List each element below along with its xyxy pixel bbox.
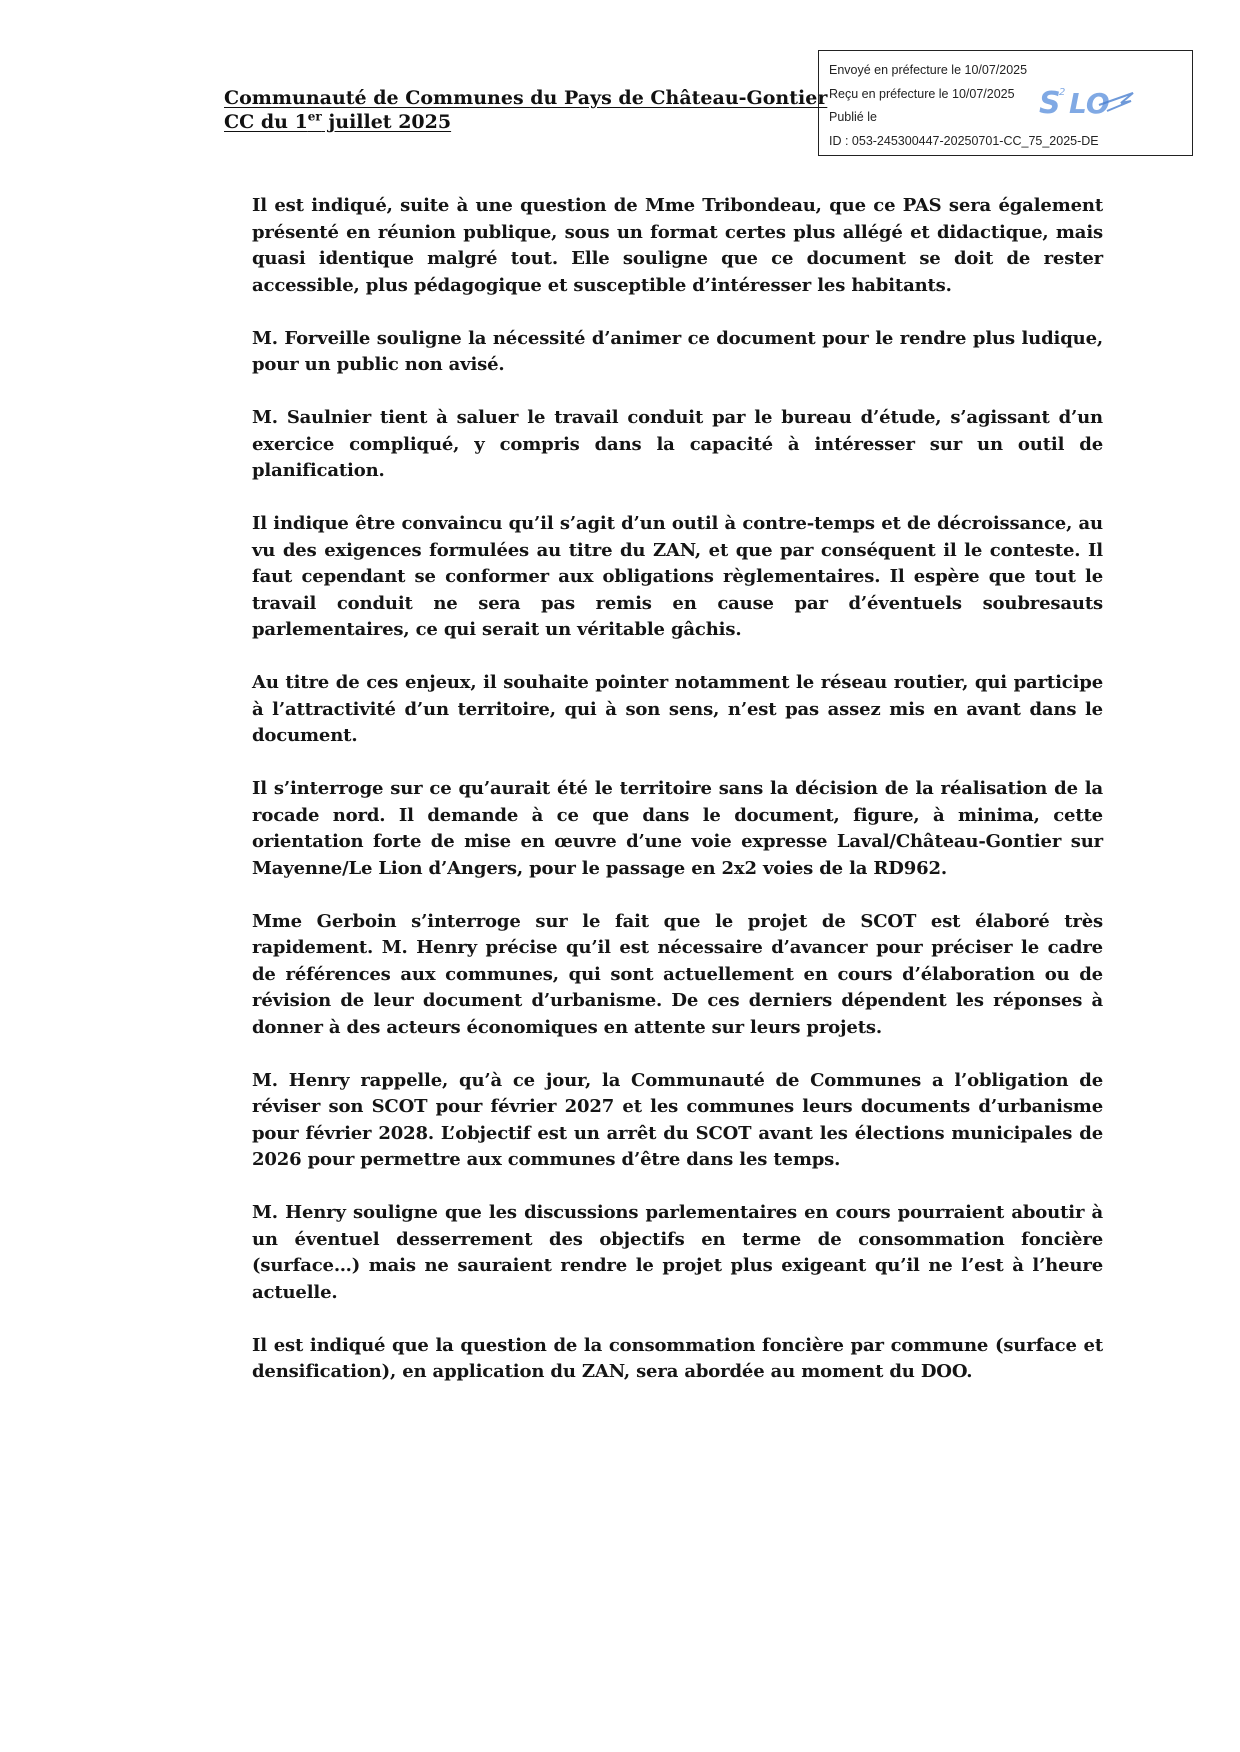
paragraph: Mme Gerboin s’interroge sur le fait que le projet de SCOT est élaboré très rapidement. M. Henry précise qu’il est nécessaire d’avancer pour préciser le cadre de références aux communes, qui sont actuellement en cours d’élaboration ou de révision de leur document d’urbanisme. De ces derniers dépendent les réponses à donner à des acteurs économiques en attente sur leurs projets. bbox=[252, 910, 1103, 1038]
paragraph: M. Henry rappelle, qu’à ce jour, la Communauté de Communes a l’obligation de réviser son SCOT pour février 2027 et les communes leurs documents d’urbanisme pour février 2028. L’objectif est un arrêt du SCOT avant les élections municipales de 2026 pour permettre aux communes d’être dans les temps. bbox=[252, 1069, 1103, 1170]
paragraph: M. Henry souligne que les discussions parlementaires en cours pourraient aboutir à un éventuel desserrement des objectifs en terme de consommation foncière (surface…) mais ne sauraient rendre le projet plus exigeant qu’il ne l’est à l’heure actuelle. bbox=[252, 1202, 1103, 1303]
meeting-date bbox=[224, 110, 827, 134]
svg-text:LO: LO bbox=[1069, 87, 1110, 119]
meeting-date-ordinal: er bbox=[307, 109, 322, 124]
stamp-received: Reçu en préfecture le 10/07/2025 bbox=[829, 86, 1015, 101]
paragraph: Il s’interroge sur ce qu’aurait été le territoire sans la décision de la réalisation de la rocade nord. Il demande à ce que dans le document, figure, à minima, cette orientation forte de mise en œuvre d’une voie expresse Laval/Château-Gontier sur Mayenne/Le Lion d’Angers, pour le passage en 2x2 voies de la RD962. bbox=[252, 778, 1103, 879]
meeting-date-suffix: juillet 2025 bbox=[321, 111, 452, 133]
s2lo-logo-icon bbox=[1037, 79, 1137, 119]
paragraph: M. Forveille souligne la nécessité d’animer ce document pour le rendre plus ludique, pour un public non avisé. bbox=[252, 327, 1103, 375]
paragraph: Il indique être convaincu qu’il s’agit d’un outil à contre-temps et de décroissance, au vu des exigences formulées au titre du ZAN, et que par conséquent il le conteste. Il faut cependant se conformer aux obligations règlementaires. Il espère que tout le travail conduit ne sera pas remis en cause par d’éventuels soubresauts parlementaires, ce qui serait un véritable gâchis. bbox=[252, 513, 1103, 640]
minutes-body bbox=[252, 193, 1103, 1412]
stamp-sent: Envoyé en préfecture le 10/07/2025 bbox=[829, 63, 1028, 77]
paragraph: Il est indiqué que la question de la consommation foncière par commune (surface et densification), en application du ZAN, sera abordée au moment du DOO. bbox=[252, 1334, 1103, 1382]
document-header bbox=[224, 86, 827, 134]
paragraph: Au titre de ces enjeux, il souhaite pointer notamment le réseau routier, qui participe à l’attractivité d’un territoire, qui à son sens, n’est pas assez mis en avant dans le document. bbox=[252, 672, 1103, 746]
prefecture-stamp bbox=[818, 50, 1193, 156]
paragraph: M. Saulnier tient à saluer le travail conduit par le bureau d’étude, s’agissant d’un exercice compliqué, y compris dans la capacité à intéresser sur un outil de planification. bbox=[252, 407, 1103, 481]
stamp-id: ID : 053-245300447-20250701-CC_75_2025-DE bbox=[829, 133, 1099, 148]
stamp-published: Publié le bbox=[829, 110, 877, 124]
paragraph: Il est indiqué, suite à une question de Mme Tribondeau, que ce PAS sera également présenté en réunion publique, sous un format certes plus allégé et didactique, mais quasi identique malgré tout. Elle souligne que ce document se doit de rester accessible, plus pédagogique et susceptible d’intéresser les habitants. bbox=[252, 195, 1103, 296]
organization-title: Communauté de Communes du Pays de Château-Gontier bbox=[224, 87, 828, 109]
svg-text:2: 2 bbox=[1059, 87, 1066, 98]
meeting-date-prefix: CC du 1 bbox=[224, 111, 308, 133]
svg-text:S: S bbox=[1039, 86, 1061, 119]
